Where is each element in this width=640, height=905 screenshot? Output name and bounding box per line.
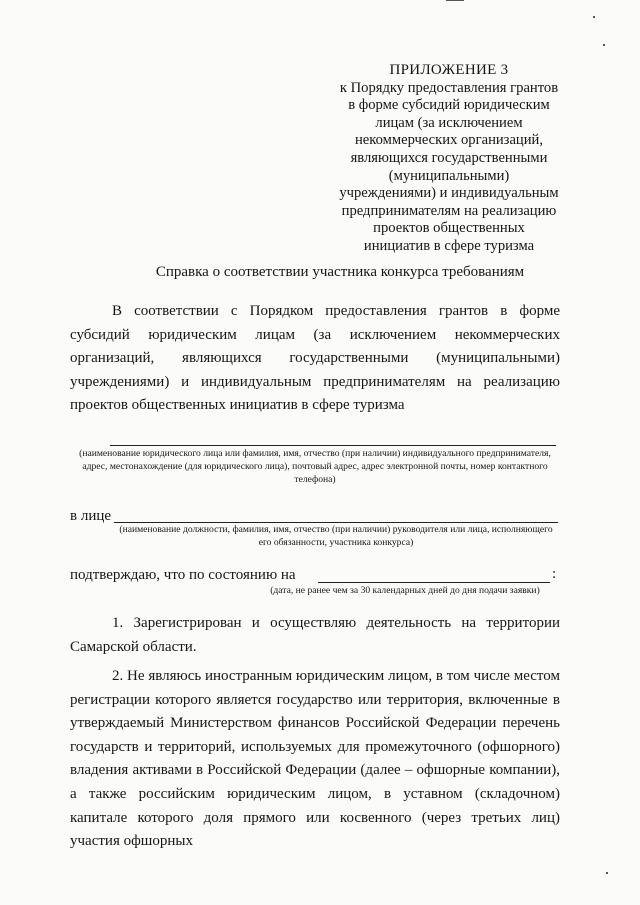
appendix-heading: ПРИЛОЖЕНИЕ 3: [389, 62, 509, 78]
confirm-colon: :: [552, 566, 557, 582]
appendix-line: лицам (за исключением: [375, 114, 523, 131]
appendix-line: являющихся государственными: [350, 149, 548, 166]
item-2-text: 2. Не являюсь иностранным юридическим лицом, в том числе местом регистрации которого является государство или территория, включенные в утверждаемый Министерством финансов Российской Федерации перечень государств и территорий, используемых для промежуточного (офшорного) владения активами в Российской Федерации (далее – офшорные компании), а также российским юридическим лицом, в уставном (складочном) капитале которого доля прямого или косвенного (через третьих лиц) участия офшорных: [70, 668, 560, 850]
scan-mark-top: [446, 0, 464, 1]
appendix-line: (муниципальными): [388, 167, 510, 184]
date-line: [318, 582, 550, 583]
appendix-line: инициатив в сфере туризма: [363, 237, 535, 254]
entity-name-note: (наименование юридического лица или фамилия, имя, отчество (при наличии) индивидуального предпринимателя, адрес, местонахождение (для юридического лица), почтовый адрес, адрес электронной почты, номер контактного телефона): [79, 448, 551, 485]
entity-name-line: [110, 445, 556, 446]
date-note: (дата, не ранее чем за 30 календарных дней до дня подачи заявки): [270, 585, 540, 596]
item-2: [70, 665, 560, 854]
scan-mark-dot: [593, 16, 595, 18]
item-1-text: 1. Зарегистрирован и осуществляю деятельность на территории Самарской области.: [70, 615, 560, 655]
scan-mark-dot: [603, 44, 605, 46]
appendix-line: проектов общественных: [373, 220, 525, 237]
intro-text: В соответствии с Порядком предоставления грантов в форме субсидий юридическим лицам (за исключением некоммерческих организаций, являющихся государственными (муниципальными) учреждениями) и индивидуальным предпринимателям на реализацию проектов общественных инициатив в сфере туризма: [70, 303, 560, 414]
appendix-line: учреждениями) и индивидуальным: [339, 185, 559, 202]
appendix-line: к Порядку предоставления грантов: [339, 79, 559, 96]
intro-paragraph: [70, 300, 560, 418]
representative-label: в лице: [70, 508, 112, 524]
item-1: [70, 612, 560, 659]
appendix-line: некоммерческих организаций,: [354, 132, 544, 149]
confirm-label: подтверждаю, что по состоянию на: [70, 567, 296, 583]
scan-mark-dot: [606, 872, 608, 874]
document-title: Справка о соответствии участника конкурса требованиям: [155, 264, 525, 280]
representative-note: (наименование должности, фамилия, имя, отчество (при наличии) руководителя или лица, исполняющего его обязанности, участника конкурса): [119, 524, 553, 548]
appendix-line: предпринимателям на реализацию: [341, 202, 557, 219]
appendix-block: [318, 62, 580, 256]
appendix-line: в форме субсидий юридическим: [348, 97, 550, 114]
